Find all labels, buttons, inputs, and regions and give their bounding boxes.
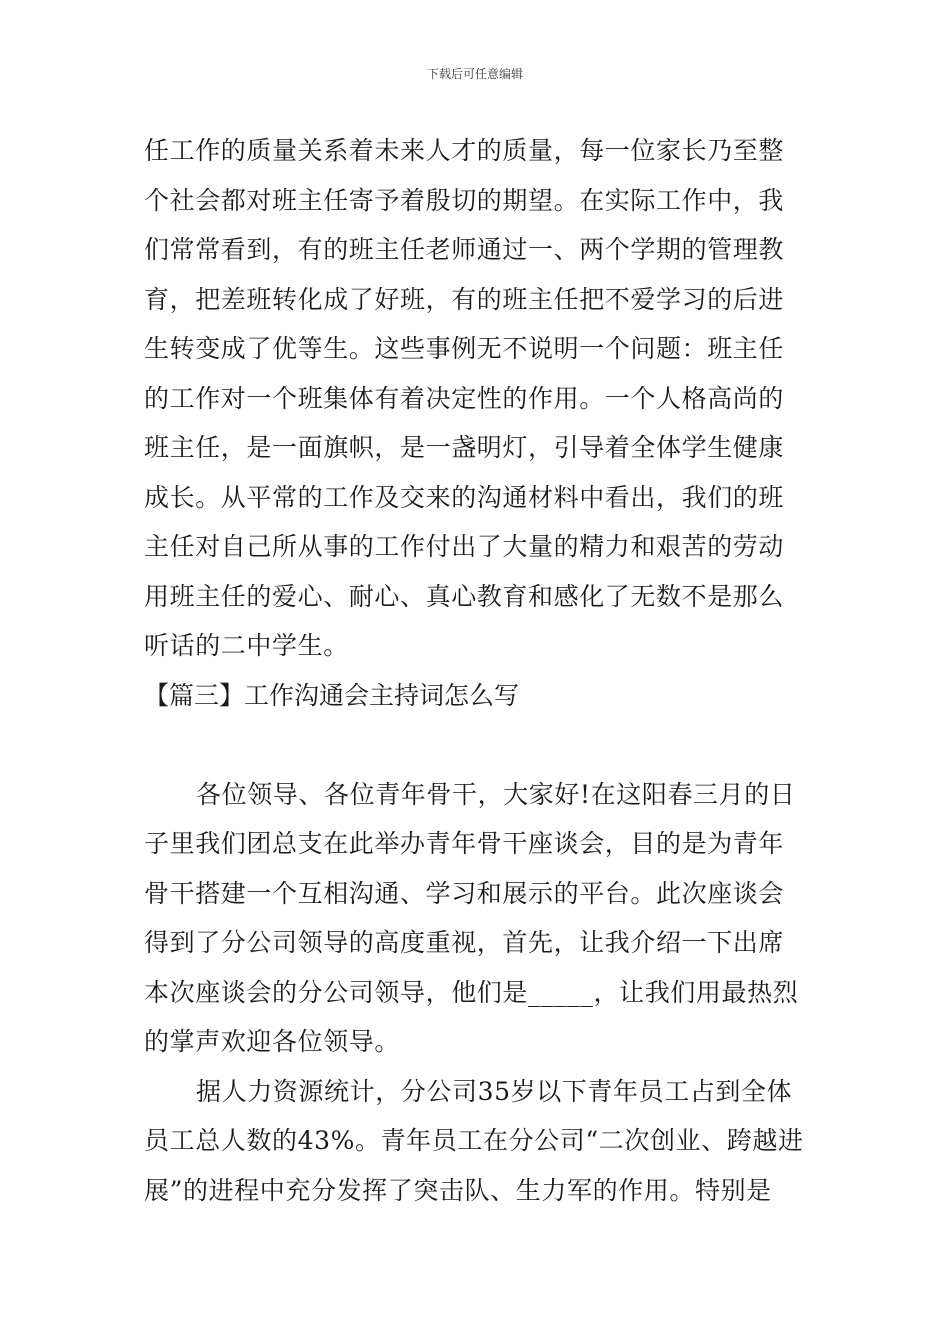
text-line: 成长。从平常的工作及交来的沟通材料中看出，我们的班: [144, 482, 785, 512]
text-line: 用班主任的爱心、耐心、真心教育和感化了无数不是那么: [144, 581, 785, 611]
text-line: 子里我们团总支在此举办青年骨干座谈会，目的是为青年: [144, 829, 785, 858]
text-line: 各位领导、各位青年骨干，大家好!在这阳春三月的日: [196, 779, 796, 809]
text-line: 主任对自己所从事的工作付出了大量的精力和艰苦的劳动: [144, 532, 785, 561]
text-line: 本次座谈会的分公司领导，他们是_____，让我们用最热烈: [144, 977, 799, 1007]
text-line: 生转变成了优等生。这些事例无不说明一个问题：班主任: [144, 334, 785, 363]
text-line: 们常常看到，有的班主任老师通过一、两个学期的管理教: [144, 235, 785, 264]
text-line: 的工作对一个班集体有着决定性的作用。一个人格高尚的: [144, 383, 785, 413]
section1-paragraph: [144, 126, 814, 671]
document-body: [144, 126, 814, 1215]
text-line: 育，把差班转化成了好班，有的班主任把不爱学习的后进: [144, 284, 785, 314]
text-line: 骨干搭建一个互相沟通、学习和展示的平台。此次座谈会: [144, 878, 785, 908]
text-line: 展”的进程中充分发挥了突击队、生力军的作用。特别是: [144, 1175, 772, 1205]
paragraph-statistics: [144, 1067, 814, 1216]
text-line: 任工作的质量关系着未来人才的质量，每一位家长乃至整: [144, 136, 785, 165]
text-line: 的掌声欢迎各位领导。: [144, 1027, 401, 1056]
text-line: 得到了分公司领导的高度重视，首先，让我介绍一下出席: [144, 928, 785, 957]
text-line: 据人力资源统计，分公司35岁以下青年员工占到全体: [196, 1076, 793, 1106]
paragraph-opening: [144, 770, 814, 1067]
section-heading: 【篇三】工作沟通会主持词怎么写: [144, 680, 520, 710]
text-line: 听话的二中学生。: [144, 631, 349, 660]
page-header: 下载后可任意编辑: [426, 67, 523, 81]
text-line: 个社会都对班主任寄予着殷切的期望。在实际工作中，我: [144, 185, 785, 215]
blank-line: [144, 720, 814, 770]
text-line: 员工总人数的43%。青年员工在分公司“二次创业、跨越进: [144, 1126, 804, 1155]
text-line: 班主任，是一面旗帜，是一盏明灯，引导着全体学生健康: [144, 433, 785, 462]
